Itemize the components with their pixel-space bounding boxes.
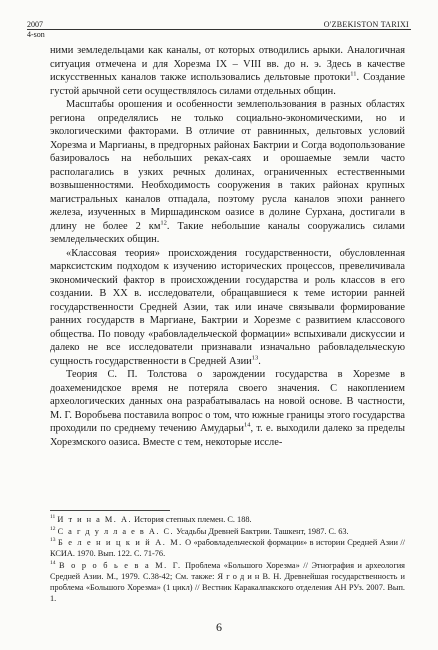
running-header xyxy=(27,20,411,42)
header-journal-title: O'ZBEKISTON TARIXI xyxy=(323,20,409,29)
header-year: 2007 xyxy=(27,20,43,29)
footnote: $^{12}$ С а г д у л л а е в А. С. Усадьбы Древней Бактрии. Ташкент, 1987. С. 63. xyxy=(50,525,349,536)
footnote: $^{14}$ В о р о б ь е в а М. Г. Проблема «Большого Хорезма» // Этнография и археология Средней Азии. М., 1979. С.38-42; См. также: Я г о д и н В. Н. Древнейшая государственность и проблема «Большого Хорезма» (1 цикл) // Вестник Каракалпакского отделения АН РУз. 2007. Вып. 1. xyxy=(50,559,405,603)
paragraph-3: «Классовая теория» происхождения государственности, обусловленная марксистским подходом к изучению исторических процессов, превеличивала экономический фактор в происхождении государства и роль классов в его создании. В XX в. исследователи, обращавшиеся к теме истории ранней государственности Средней Азии, так или иначе связывали формирование ранних государств в Маргиане, Бактрии и Хорезме с развитием классового общества. По поводу «рабовладельческой формации» вспыхивали дискуссии и далеко не все исследователи признавали изначально рабовладельческую сущность государственности в Средней Азии$^{13}$. xyxy=(50,247,405,367)
footnote: $^{13}$ Б е л е н и ц к и й А. М. О «рабовладельческой формации» в истории Средней Азии // КСИА. 1970. Вып. 122. С. 71-76. xyxy=(50,537,405,558)
paragraph-2: Масштабы орошения и особенности землепользования в разных областях региона определялись не только социально-экономическими, но и экологическими факторами. В отличие от равнинных, дельтовых условий Хорезма и Маргианы, в предгорных районах Бактрии и Согда водопользование базировалось на небольших реках-саях и орошаемые земли часто располагались в узких речных долинах, ограниченных естественными возвышенностями. Необходимость сооружения в таких районах крупных магистральных каналов отпадала, поэтому русла каналов эпохи раннего железа, изученных в Миршадинском оазисе в долине Сурхана, достигали в длину не более 2 $км^{12}$. Такие небольшие каналы сооружались силами земледельческих общин. xyxy=(50,99,405,245)
paragraph-4: Теория С. П. Толстова о зарождении государства в Хорезме в доахеменидское время не потеряла своего значения. С накоплением археологических данных она разрабатывалась на новой основе. В частности, М. Г. Воробьева поставила вопрос о том, что южные границы этого государства проходили по среднему течению Амударьи$^{14}$, т. е. выходили далеко за пределы Хорезмского оазиса. Вместе с тем, некоторые иссле- xyxy=(50,369,405,448)
paragraph-1: ними земледельцами как каналы, от которых отводились арыки. Аналогичная ситуация отмечена и для Хорезма IX – VIII вв. до н. э. Здесь в качестве искусственных каналов также использовались дельтовые протоки$^{11}$. Создание густой арычной сети осуществлялось силами отдельных общин. xyxy=(50,45,405,97)
footnote: $^{11}$ И т и н а М. А. История степных племен. С. 188. xyxy=(50,514,252,524)
page-number: 6 xyxy=(216,620,222,634)
footnote-ref: 13 xyxy=(251,354,259,362)
header-issue: 4-son xyxy=(27,30,45,39)
footnote-ref: 11 xyxy=(350,70,357,78)
header-rule xyxy=(27,29,411,30)
footnote-separator xyxy=(50,510,170,511)
article-body xyxy=(50,44,405,449)
footnotes xyxy=(50,514,405,604)
footnote-ref: 14 xyxy=(243,421,251,429)
footnote-ref: 12 xyxy=(160,219,167,227)
